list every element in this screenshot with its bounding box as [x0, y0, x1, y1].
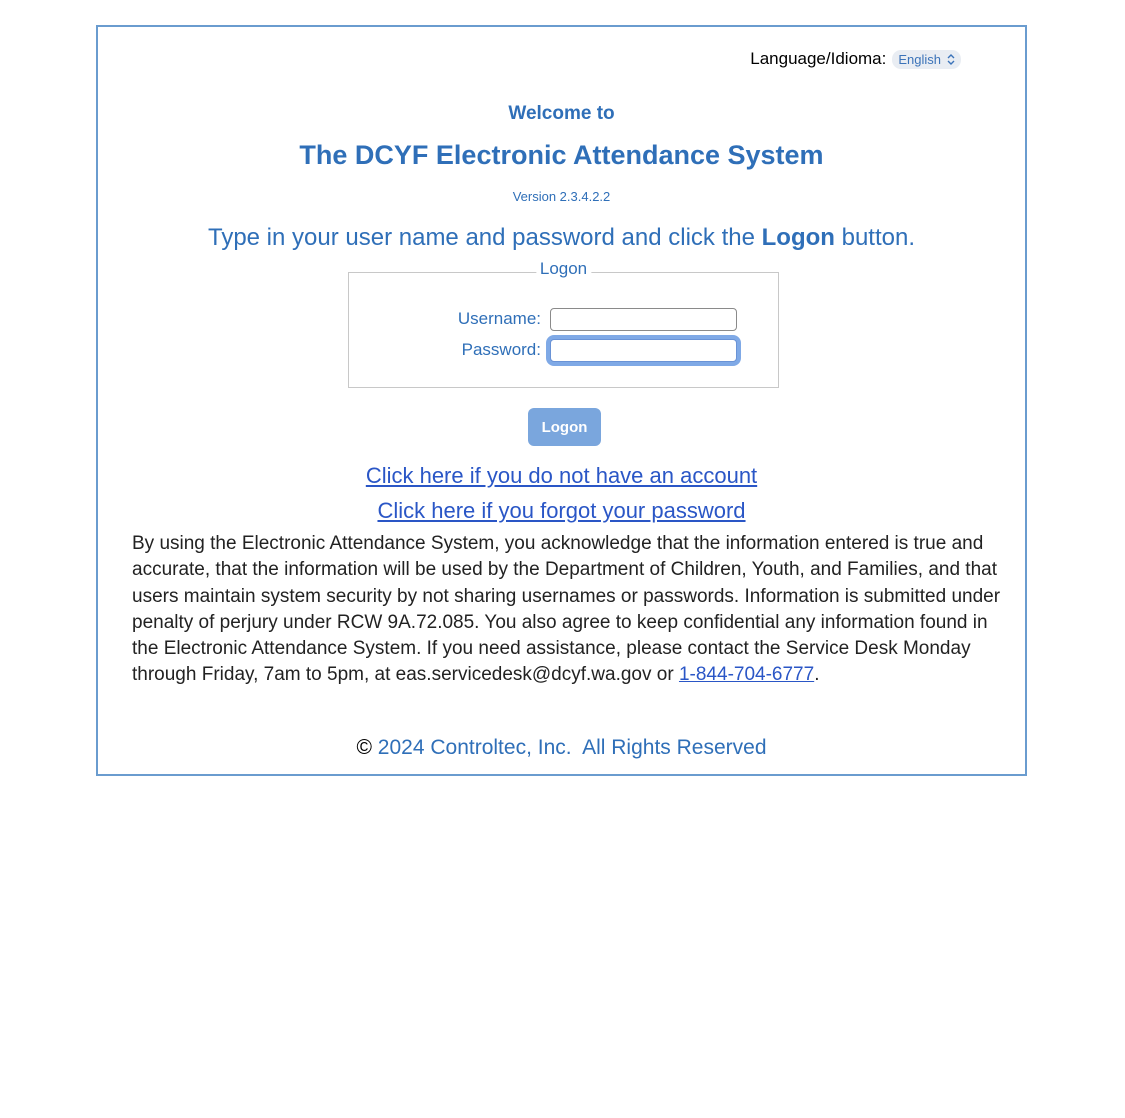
language-selector-row	[750, 49, 961, 69]
language-select[interactable]	[892, 50, 961, 69]
chevron-up-down-icon	[947, 54, 955, 65]
logon-button[interactable]: Logon	[528, 408, 601, 446]
language-label: Language/Idioma:	[750, 49, 887, 68]
copyright-footer	[98, 736, 1025, 760]
logon-fieldset	[348, 259, 779, 388]
forgot-password-link[interactable]: Click here if you forgot your password	[377, 498, 746, 523]
instructions-bold: Logon	[761, 224, 835, 251]
no-account-link[interactable]: Click here if you do not have an account	[365, 463, 758, 488]
service-desk-phone-link[interactable]: 1-844-704-6777	[678, 664, 815, 686]
no-account-link-row	[98, 463, 1025, 489]
page-title: The DCYF Electronic Attendance System	[299, 140, 824, 170]
instructions-suffix: button.	[834, 224, 915, 251]
version-label: Version 2.3.4.2.2	[512, 189, 611, 204]
login-instructions	[98, 224, 1025, 252]
password-label: Password:	[461, 340, 541, 359]
username-input[interactable]	[550, 308, 737, 331]
copyright-text: 2024 Controltec, Inc. All Rights Reserved	[371, 736, 767, 759]
logon-legend: Logon	[536, 259, 591, 279]
disclaimer-text	[132, 531, 1002, 689]
instructions-prefix: Type in your user name and password and click the	[207, 224, 762, 251]
password-input[interactable]	[550, 339, 737, 362]
password-row	[349, 339, 778, 363]
disclaimer-end: .	[814, 664, 820, 686]
username-label: Username:	[457, 309, 541, 328]
login-panel	[96, 25, 1027, 776]
forgot-password-link-row	[98, 498, 1025, 524]
language-select-value: English	[898, 51, 941, 67]
copyright-symbol: ©	[356, 736, 372, 759]
disclaimer-body: By using the Electronic Attendance System, you acknowledge that the information entered is true and accurate, that the information will be used by the Department of Children, Youth, and Families, and that users maintain system security by not sharing usernames or passwords. Information is submitted under penalty of perjury under RCW 9A.72.085. You also agree to keep confidential any information found in the Electronic Attendance System. If you need assistance, please contact the Service Desk Monday through Friday, 7am to 5pm, at eas.servicedesk@dcyf.wa.gov or	[132, 533, 1001, 686]
username-row	[349, 308, 778, 332]
welcome-heading: Welcome to	[508, 103, 615, 124]
